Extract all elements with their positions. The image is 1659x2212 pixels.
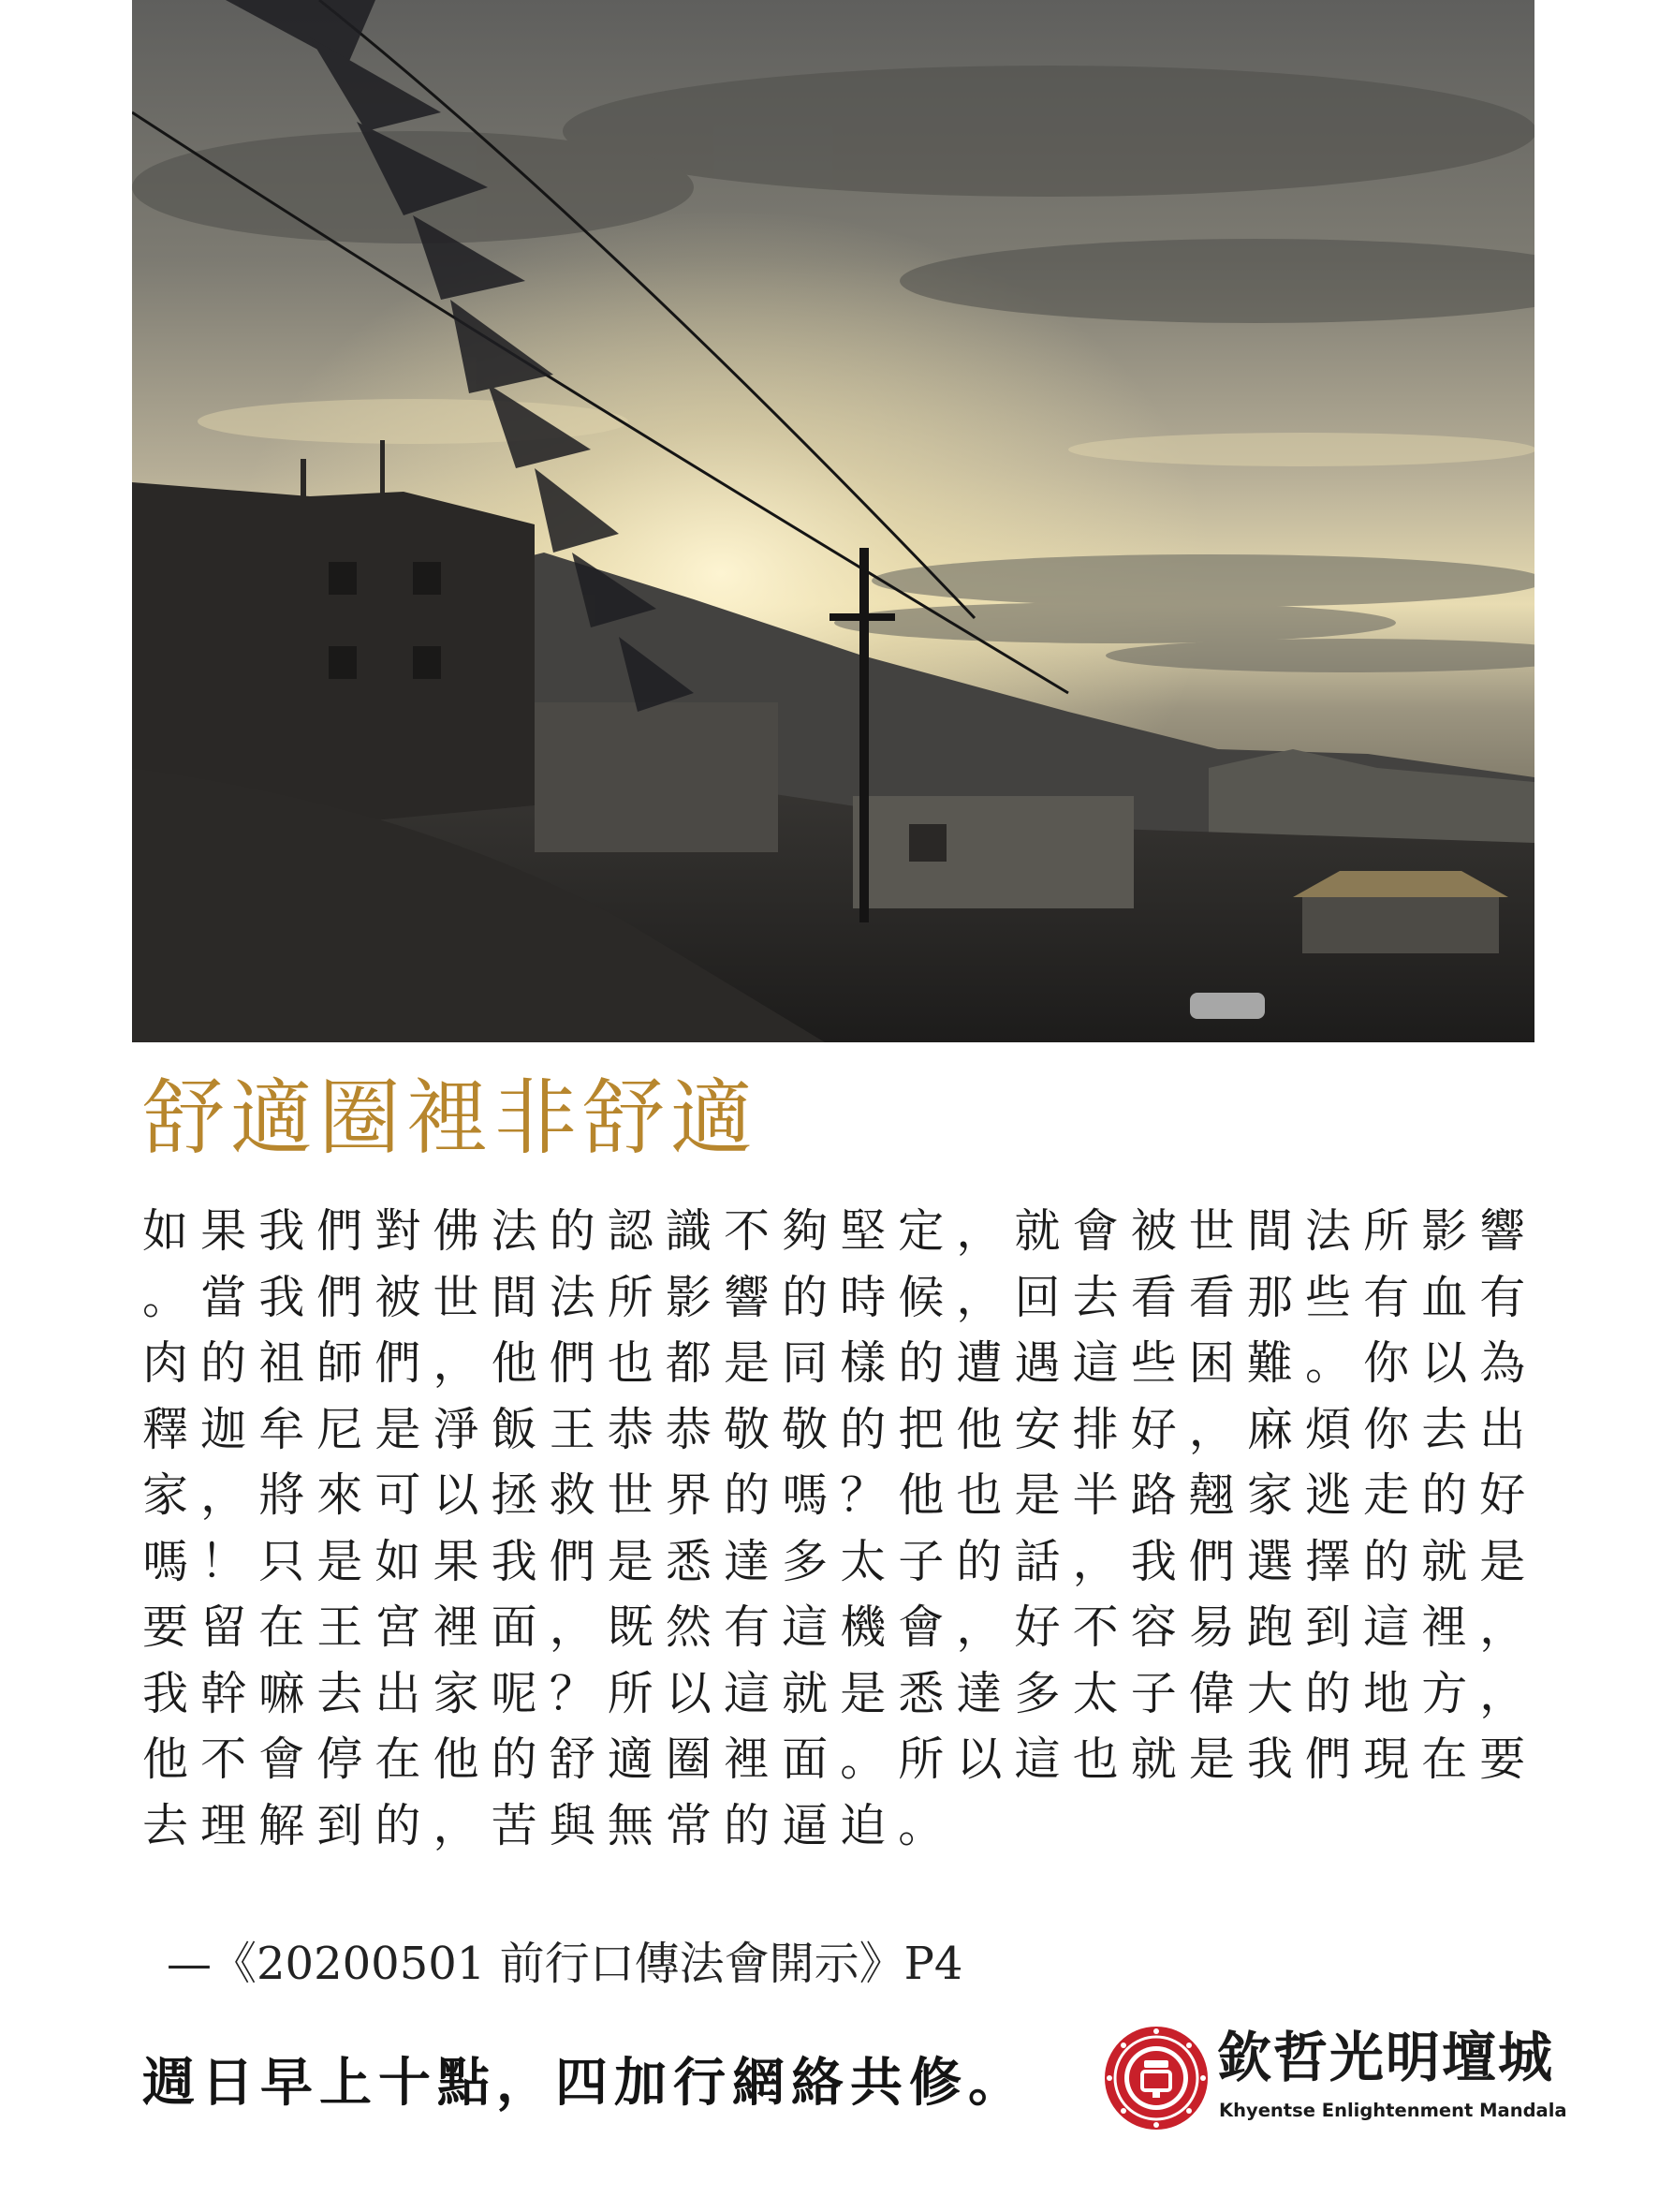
org-name: 欽哲光明壇城 xyxy=(1217,2026,1555,2089)
poster-title: 舒適圈裡非舒適 xyxy=(142,1069,759,1166)
quote-body xyxy=(142,1199,1537,1859)
quote-line: 肉的祖師們，他們也都是同樣的遭遇這些困難。你以為 xyxy=(142,1336,1538,1390)
sunset-landscape-image xyxy=(132,0,1534,1042)
quote-line: 他不會停在他的舒適圈裡面。所以這也就是我們現在要 xyxy=(142,1733,1538,1786)
quote-line: 我幹嘛去出家呢？所以這就是悉達多太子偉大的地方， xyxy=(142,1666,1538,1720)
schedule-note: 週日早上十點，四加行網絡共修。 xyxy=(142,2053,1027,2114)
quote-line: 如果我們對佛法的認識不夠堅定，就會被世間法所影響 xyxy=(142,1204,1538,1258)
quote-line: 要留在王宮裡面，既然有這機會，好不容易跑到這裡， xyxy=(142,1600,1538,1654)
quote-line: 嗎！只是如果我們是悉達多太子的話，我們選擇的就是 xyxy=(142,1534,1538,1588)
quote-line: 。當我們被世間法所影響的時候，回去看看那些有血有 xyxy=(142,1270,1538,1324)
org-name-english: Khyentse Enlightenment Mandala xyxy=(1219,2100,1567,2121)
quote-line: 釋迦牟尼是淨飯王恭恭敬敬的把他安排好，麻煩你去出 xyxy=(142,1402,1538,1456)
org-logo xyxy=(1103,2025,1567,2137)
mandala-seal-icon xyxy=(1103,2025,1210,2131)
quote-source: —《20200501 前行口傳法會開示》P4 xyxy=(167,1938,963,1990)
hero-photo xyxy=(132,0,1534,1042)
quote-line: 家，將來可以拯救世界的嗎？他也是半路翹家逃走的好 xyxy=(142,1468,1538,1522)
quote-line: 去理解到的，苦與無常的逼迫。 xyxy=(142,1798,957,1852)
